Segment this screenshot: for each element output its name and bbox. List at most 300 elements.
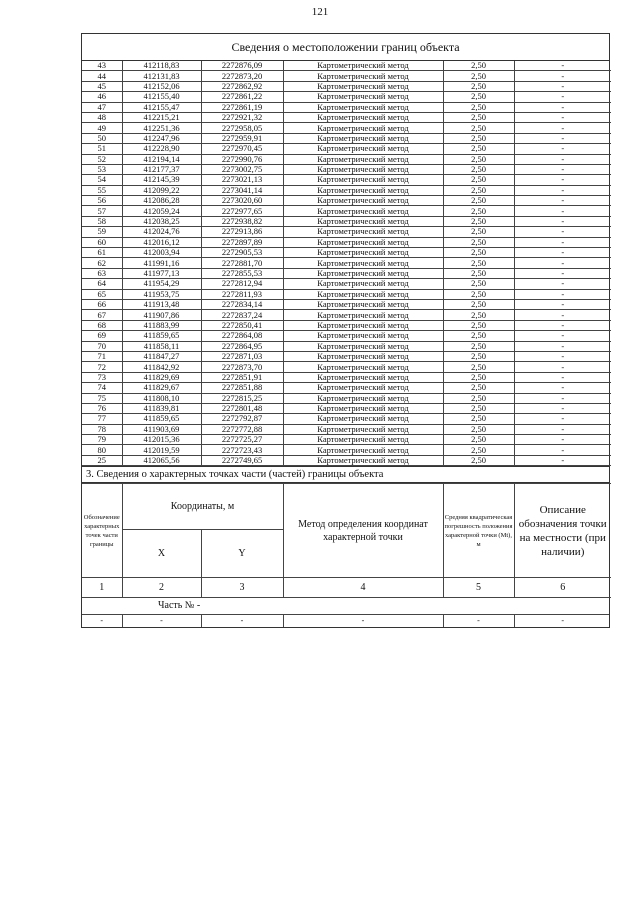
description-cell: - — [514, 175, 611, 185]
coord-x-cell: 411859,65 — [122, 331, 201, 341]
error-cell: 2,50 — [443, 227, 514, 237]
coord-x-cell: 412194,14 — [122, 154, 201, 164]
method-cell: Картометрический метод — [283, 320, 443, 330]
method-cell: Картометрический метод — [283, 279, 443, 289]
method-cell: Картометрический метод — [283, 144, 443, 154]
table-row — [82, 92, 611, 102]
error-cell: 2,50 — [443, 299, 514, 309]
table-row — [82, 237, 611, 247]
coord-y-cell: 2272861,19 — [201, 102, 283, 112]
description-cell: - — [514, 248, 611, 258]
point-number-cell: 53 — [82, 164, 122, 174]
description-cell: - — [514, 341, 611, 351]
table-row — [82, 424, 611, 434]
error-cell: 2,50 — [443, 216, 514, 226]
coord-x-cell: 411883,99 — [122, 320, 201, 330]
method-cell: Картометрический метод — [283, 310, 443, 320]
coord-y-cell: 2273020,60 — [201, 196, 283, 206]
method-cell: Картометрический метод — [283, 372, 443, 382]
col-number-3: 3 — [201, 578, 283, 598]
error-cell: 2,50 — [443, 424, 514, 434]
coord-y-cell: 2272970,45 — [201, 144, 283, 154]
error-cell: 2,50 — [443, 268, 514, 278]
header-coordinates: Координаты, м — [122, 484, 283, 530]
method-cell: Картометрический метод — [283, 71, 443, 81]
coord-y-cell: 2272897,89 — [201, 237, 283, 247]
table-row — [82, 414, 611, 424]
description-cell: - — [514, 154, 611, 164]
coord-x-cell: 412024,76 — [122, 227, 201, 237]
error-cell: 2,50 — [443, 164, 514, 174]
point-number-cell: 25 — [82, 455, 122, 465]
col-number-1: 1 — [82, 578, 122, 598]
description-cell: - — [514, 445, 611, 455]
header-x: X — [122, 530, 201, 578]
error-cell: 2,50 — [443, 414, 514, 424]
coord-y-cell: 2272861,22 — [201, 92, 283, 102]
table-row — [82, 154, 611, 164]
point-number-cell: 57 — [82, 206, 122, 216]
parts-header-table — [82, 483, 611, 598]
coord-x-cell: 412247,96 — [122, 133, 201, 143]
col-number-6: 6 — [514, 578, 611, 598]
dash-cell: - — [283, 615, 443, 627]
description-cell: - — [514, 424, 611, 434]
error-cell: 2,50 — [443, 92, 514, 102]
coord-y-cell: 2272772,88 — [201, 424, 283, 434]
page-number: 121 — [311, 6, 329, 18]
description-cell: - — [514, 435, 611, 445]
table-row — [82, 268, 611, 278]
point-number-cell: 60 — [82, 237, 122, 247]
description-cell: - — [514, 164, 611, 174]
error-cell: 2,50 — [443, 393, 514, 403]
table-row — [82, 403, 611, 413]
description-cell: - — [514, 206, 611, 216]
description-cell: - — [514, 289, 611, 299]
method-cell: Картометрический метод — [283, 123, 443, 133]
table-row — [82, 185, 611, 195]
table-row — [82, 341, 611, 351]
coord-x-cell: 411913,48 — [122, 299, 201, 309]
method-cell: Картометрический метод — [283, 289, 443, 299]
description-cell: - — [514, 133, 611, 143]
document-frame — [81, 33, 610, 628]
coord-y-cell: 2272881,70 — [201, 258, 283, 268]
error-cell: 2,50 — [443, 102, 514, 112]
point-number-cell: 68 — [82, 320, 122, 330]
point-number-cell: 79 — [82, 435, 122, 445]
coord-x-cell: 411842,92 — [122, 362, 201, 372]
coord-y-cell: 2272749,65 — [201, 455, 283, 465]
header-error: Средняя квадратическая погрешность положения характерной точки (Mt), м — [443, 484, 514, 578]
coord-y-cell: 2272871,03 — [201, 351, 283, 361]
method-cell: Картометрический метод — [283, 133, 443, 143]
point-number-cell: 71 — [82, 351, 122, 361]
method-cell: Картометрический метод — [283, 185, 443, 195]
error-cell: 2,50 — [443, 258, 514, 268]
method-cell: Картометрический метод — [283, 248, 443, 258]
error-cell: 2,50 — [443, 341, 514, 351]
error-cell: 2,50 — [443, 133, 514, 143]
coord-x-cell: 412118,83 — [122, 61, 201, 71]
point-number-cell: 54 — [82, 175, 122, 185]
point-number-cell: 74 — [82, 383, 122, 393]
coord-x-cell: 411977,13 — [122, 268, 201, 278]
col-number-4: 4 — [283, 578, 443, 598]
coord-y-cell: 2272990,76 — [201, 154, 283, 164]
error-cell: 2,50 — [443, 123, 514, 133]
description-cell: - — [514, 123, 611, 133]
point-number-cell: 67 — [82, 310, 122, 320]
coord-x-cell: 411991,16 — [122, 258, 201, 268]
point-number-cell: 78 — [82, 424, 122, 434]
error-cell: 2,50 — [443, 403, 514, 413]
point-number-cell: 48 — [82, 112, 122, 122]
point-number-cell: 52 — [82, 154, 122, 164]
coord-x-cell: 411839,81 — [122, 403, 201, 413]
method-cell: Картометрический метод — [283, 112, 443, 122]
description-cell: - — [514, 185, 611, 195]
table-row — [82, 320, 611, 330]
dash-cell: - — [514, 615, 611, 627]
description-cell: - — [514, 331, 611, 341]
coord-x-cell: 411858,11 — [122, 341, 201, 351]
coord-x-cell: 412215,21 — [122, 112, 201, 122]
method-cell: Картометрический метод — [283, 216, 443, 226]
coord-x-cell: 412251,36 — [122, 123, 201, 133]
error-cell: 2,50 — [443, 237, 514, 247]
point-number-cell: 58 — [82, 216, 122, 226]
coord-y-cell: 2272850,41 — [201, 320, 283, 330]
section3-title: 3. Сведения о характерных точках части (частей) границы объекта — [82, 466, 609, 483]
description-cell: - — [514, 299, 611, 309]
method-cell: Картометрический метод — [283, 196, 443, 206]
description-cell: - — [514, 362, 611, 372]
method-cell: Картометрический метод — [283, 455, 443, 465]
parts-dash-table — [82, 615, 611, 627]
coord-x-cell: 411808,10 — [122, 393, 201, 403]
point-number-cell: 45 — [82, 81, 122, 91]
error-cell: 2,50 — [443, 455, 514, 465]
error-cell: 2,50 — [443, 435, 514, 445]
point-number-cell: 72 — [82, 362, 122, 372]
method-cell: Картометрический метод — [283, 268, 443, 278]
dash-cell: - — [122, 615, 201, 627]
table-row — [82, 351, 611, 361]
coord-x-cell: 412152,06 — [122, 81, 201, 91]
table-row — [82, 383, 611, 393]
method-cell: Картометрический метод — [283, 81, 443, 91]
error-cell: 2,50 — [443, 372, 514, 382]
coord-x-cell: 412099,22 — [122, 185, 201, 195]
method-cell: Картометрический метод — [283, 175, 443, 185]
table-row — [82, 299, 611, 309]
table-row — [82, 196, 611, 206]
point-number-cell: 46 — [82, 92, 122, 102]
table-row — [82, 164, 611, 174]
table-row — [82, 216, 611, 226]
error-cell: 2,50 — [443, 445, 514, 455]
method-cell: Картометрический метод — [283, 445, 443, 455]
point-number-cell: 62 — [82, 258, 122, 268]
point-number-cell: 69 — [82, 331, 122, 341]
coord-y-cell: 2272864,08 — [201, 331, 283, 341]
coord-y-cell: 2273041,14 — [201, 185, 283, 195]
coord-y-cell: 2272834,14 — [201, 299, 283, 309]
section-heading: Сведения о местоположении границ объекта — [82, 34, 609, 61]
coord-x-cell: 412059,24 — [122, 206, 201, 216]
method-cell: Картометрический метод — [283, 102, 443, 112]
coord-x-cell: 412131,83 — [122, 71, 201, 81]
error-cell: 2,50 — [443, 185, 514, 195]
error-cell: 2,50 — [443, 196, 514, 206]
table-row — [82, 445, 611, 455]
method-cell: Картометрический метод — [283, 258, 443, 268]
dash-cell: - — [443, 615, 514, 627]
error-cell: 2,50 — [443, 81, 514, 91]
coord-y-cell: 2272725,27 — [201, 435, 283, 445]
point-number-cell: 64 — [82, 279, 122, 289]
point-number-cell: 65 — [82, 289, 122, 299]
error-cell: 2,50 — [443, 144, 514, 154]
point-number-cell: 73 — [82, 372, 122, 382]
table-row — [82, 81, 611, 91]
description-cell: - — [514, 144, 611, 154]
coord-y-cell: 2272959,91 — [201, 133, 283, 143]
coord-y-cell: 2272792,87 — [201, 414, 283, 424]
method-cell: Картометрический метод — [283, 331, 443, 341]
coord-x-cell: 412038,25 — [122, 216, 201, 226]
point-number-cell: 49 — [82, 123, 122, 133]
table-row — [82, 362, 611, 372]
description-cell: - — [514, 216, 611, 226]
description-cell: - — [514, 92, 611, 102]
coord-y-cell: 2272815,25 — [201, 393, 283, 403]
point-number-cell: 56 — [82, 196, 122, 206]
method-cell: Картометрический метод — [283, 351, 443, 361]
coord-x-cell: 411903,69 — [122, 424, 201, 434]
coord-y-cell: 2272873,20 — [201, 71, 283, 81]
coord-y-cell: 2272811,93 — [201, 289, 283, 299]
coord-x-cell: 412015,36 — [122, 435, 201, 445]
error-cell: 2,50 — [443, 61, 514, 71]
error-cell: 2,50 — [443, 289, 514, 299]
dash-cell: - — [82, 615, 122, 627]
coord-y-cell: 2272938,82 — [201, 216, 283, 226]
point-number-cell: 75 — [82, 393, 122, 403]
coord-y-cell: 2272855,53 — [201, 268, 283, 278]
coord-x-cell: 412086,28 — [122, 196, 201, 206]
part-label: Часть № - — [82, 598, 609, 615]
coord-y-cell: 2272851,91 — [201, 372, 283, 382]
error-cell: 2,50 — [443, 279, 514, 289]
col-number-5: 5 — [443, 578, 514, 598]
description-cell: - — [514, 310, 611, 320]
description-cell: - — [514, 414, 611, 424]
error-cell: 2,50 — [443, 362, 514, 372]
error-cell: 2,50 — [443, 71, 514, 81]
coord-y-cell: 2272812,94 — [201, 279, 283, 289]
coord-x-cell: 411954,29 — [122, 279, 201, 289]
description-cell: - — [514, 403, 611, 413]
description-cell: - — [514, 102, 611, 112]
description-cell: - — [514, 320, 611, 330]
coord-y-cell: 2272801,48 — [201, 403, 283, 413]
table-row — [82, 133, 611, 143]
coord-y-cell: 2272913,86 — [201, 227, 283, 237]
point-number-cell: 51 — [82, 144, 122, 154]
error-cell: 2,50 — [443, 175, 514, 185]
method-cell: Картометрический метод — [283, 154, 443, 164]
error-cell: 2,50 — [443, 112, 514, 122]
coordinates-table — [82, 61, 611, 466]
coord-y-cell: 2272977,65 — [201, 206, 283, 216]
description-cell: - — [514, 196, 611, 206]
coord-x-cell: 411859,65 — [122, 414, 201, 424]
table-row — [82, 435, 611, 445]
description-cell: - — [514, 351, 611, 361]
coord-y-cell: 2272876,09 — [201, 61, 283, 71]
coord-y-cell: 2272837,24 — [201, 310, 283, 320]
table-row — [82, 175, 611, 185]
coord-y-cell: 2272958,05 — [201, 123, 283, 133]
description-cell: - — [514, 393, 611, 403]
coord-x-cell: 412228,90 — [122, 144, 201, 154]
method-cell: Картометрический метод — [283, 393, 443, 403]
description-cell: - — [514, 279, 611, 289]
point-number-cell: 44 — [82, 71, 122, 81]
coord-y-cell: 2272862,92 — [201, 81, 283, 91]
method-cell: Картометрический метод — [283, 164, 443, 174]
table-row — [82, 102, 611, 112]
point-number-cell: 70 — [82, 341, 122, 351]
table-row — [82, 71, 611, 81]
method-cell: Картометрический метод — [283, 299, 443, 309]
error-cell: 2,50 — [443, 154, 514, 164]
point-number-cell: 50 — [82, 133, 122, 143]
error-cell: 2,50 — [443, 206, 514, 216]
coord-x-cell: 411829,67 — [122, 383, 201, 393]
description-cell: - — [514, 455, 611, 465]
method-cell: Картометрический метод — [283, 414, 443, 424]
table-row — [82, 310, 611, 320]
table-row — [82, 393, 611, 403]
method-cell: Картометрический метод — [283, 341, 443, 351]
error-cell: 2,50 — [443, 320, 514, 330]
header-y: Y — [201, 530, 283, 578]
method-cell: Картометрический метод — [283, 61, 443, 71]
coord-x-cell: 412145,39 — [122, 175, 201, 185]
point-number-cell: 76 — [82, 403, 122, 413]
method-cell: Картометрический метод — [283, 227, 443, 237]
dash-cell: - — [201, 615, 283, 627]
description-cell: - — [514, 258, 611, 268]
description-cell: - — [514, 227, 611, 237]
coord-x-cell: 412155,40 — [122, 92, 201, 102]
description-cell: - — [514, 71, 611, 81]
coord-x-cell: 412019,59 — [122, 445, 201, 455]
table-row — [82, 289, 611, 299]
point-number-cell: 63 — [82, 268, 122, 278]
method-cell: Картометрический метод — [283, 403, 443, 413]
point-number-cell: 43 — [82, 61, 122, 71]
point-number-cell: 66 — [82, 299, 122, 309]
table-row — [82, 248, 611, 258]
coord-x-cell: 411829,69 — [122, 372, 201, 382]
method-cell: Картометрический метод — [283, 424, 443, 434]
header-method: Метод определения координат характерной точки — [283, 484, 443, 578]
description-cell: - — [514, 112, 611, 122]
table-row — [82, 123, 611, 133]
error-cell: 2,50 — [443, 248, 514, 258]
table-row — [82, 112, 611, 122]
coord-x-cell: 412065,56 — [122, 455, 201, 465]
table-row — [82, 258, 611, 268]
table-row — [82, 61, 611, 71]
table-row — [82, 227, 611, 237]
error-cell: 2,50 — [443, 310, 514, 320]
coord-x-cell: 411847,27 — [122, 351, 201, 361]
point-number-cell: 80 — [82, 445, 122, 455]
method-cell: Картометрический метод — [283, 92, 443, 102]
error-cell: 2,50 — [443, 331, 514, 341]
method-cell: Картометрический метод — [283, 383, 443, 393]
table-row — [82, 144, 611, 154]
coord-y-cell: 2272905,53 — [201, 248, 283, 258]
table-row — [82, 206, 611, 216]
coord-x-cell: 412016,12 — [122, 237, 201, 247]
description-cell: - — [514, 383, 611, 393]
coord-y-cell: 2272864,95 — [201, 341, 283, 351]
description-cell: - — [514, 81, 611, 91]
description-cell: - — [514, 237, 611, 247]
error-cell: 2,50 — [443, 351, 514, 361]
point-number-cell: 61 — [82, 248, 122, 258]
col-number-2: 2 — [122, 578, 201, 598]
table-row — [82, 331, 611, 341]
point-number-cell: 59 — [82, 227, 122, 237]
coord-y-cell: 2272921,32 — [201, 112, 283, 122]
coord-x-cell: 411907,86 — [122, 310, 201, 320]
table-row — [82, 455, 611, 465]
point-number-cell: 55 — [82, 185, 122, 195]
coord-y-cell: 2273021,13 — [201, 175, 283, 185]
description-cell: - — [514, 372, 611, 382]
point-number-cell: 77 — [82, 414, 122, 424]
table-row — [82, 372, 611, 382]
method-cell: Картометрический метод — [283, 206, 443, 216]
header-point-label: Обозначение характерных точек части границы — [82, 484, 122, 578]
error-cell: 2,50 — [443, 383, 514, 393]
coord-y-cell: 2273002,75 — [201, 164, 283, 174]
method-cell: Картометрический метод — [283, 435, 443, 445]
coord-x-cell: 412155,47 — [122, 102, 201, 112]
point-number-cell: 47 — [82, 102, 122, 112]
table-row — [82, 279, 611, 289]
method-cell: Картометрический метод — [283, 237, 443, 247]
description-cell: - — [514, 268, 611, 278]
description-cell: - — [514, 61, 611, 71]
method-cell: Картометрический метод — [283, 362, 443, 372]
coord-x-cell: 412003,94 — [122, 248, 201, 258]
coord-x-cell: 412177,37 — [122, 164, 201, 174]
coord-y-cell: 2272723,43 — [201, 445, 283, 455]
coord-x-cell: 411953,75 — [122, 289, 201, 299]
header-description: Описание обозначения точки на местности (при наличии) — [514, 484, 611, 578]
coord-y-cell: 2272851,88 — [201, 383, 283, 393]
coord-y-cell: 2272873,70 — [201, 362, 283, 372]
